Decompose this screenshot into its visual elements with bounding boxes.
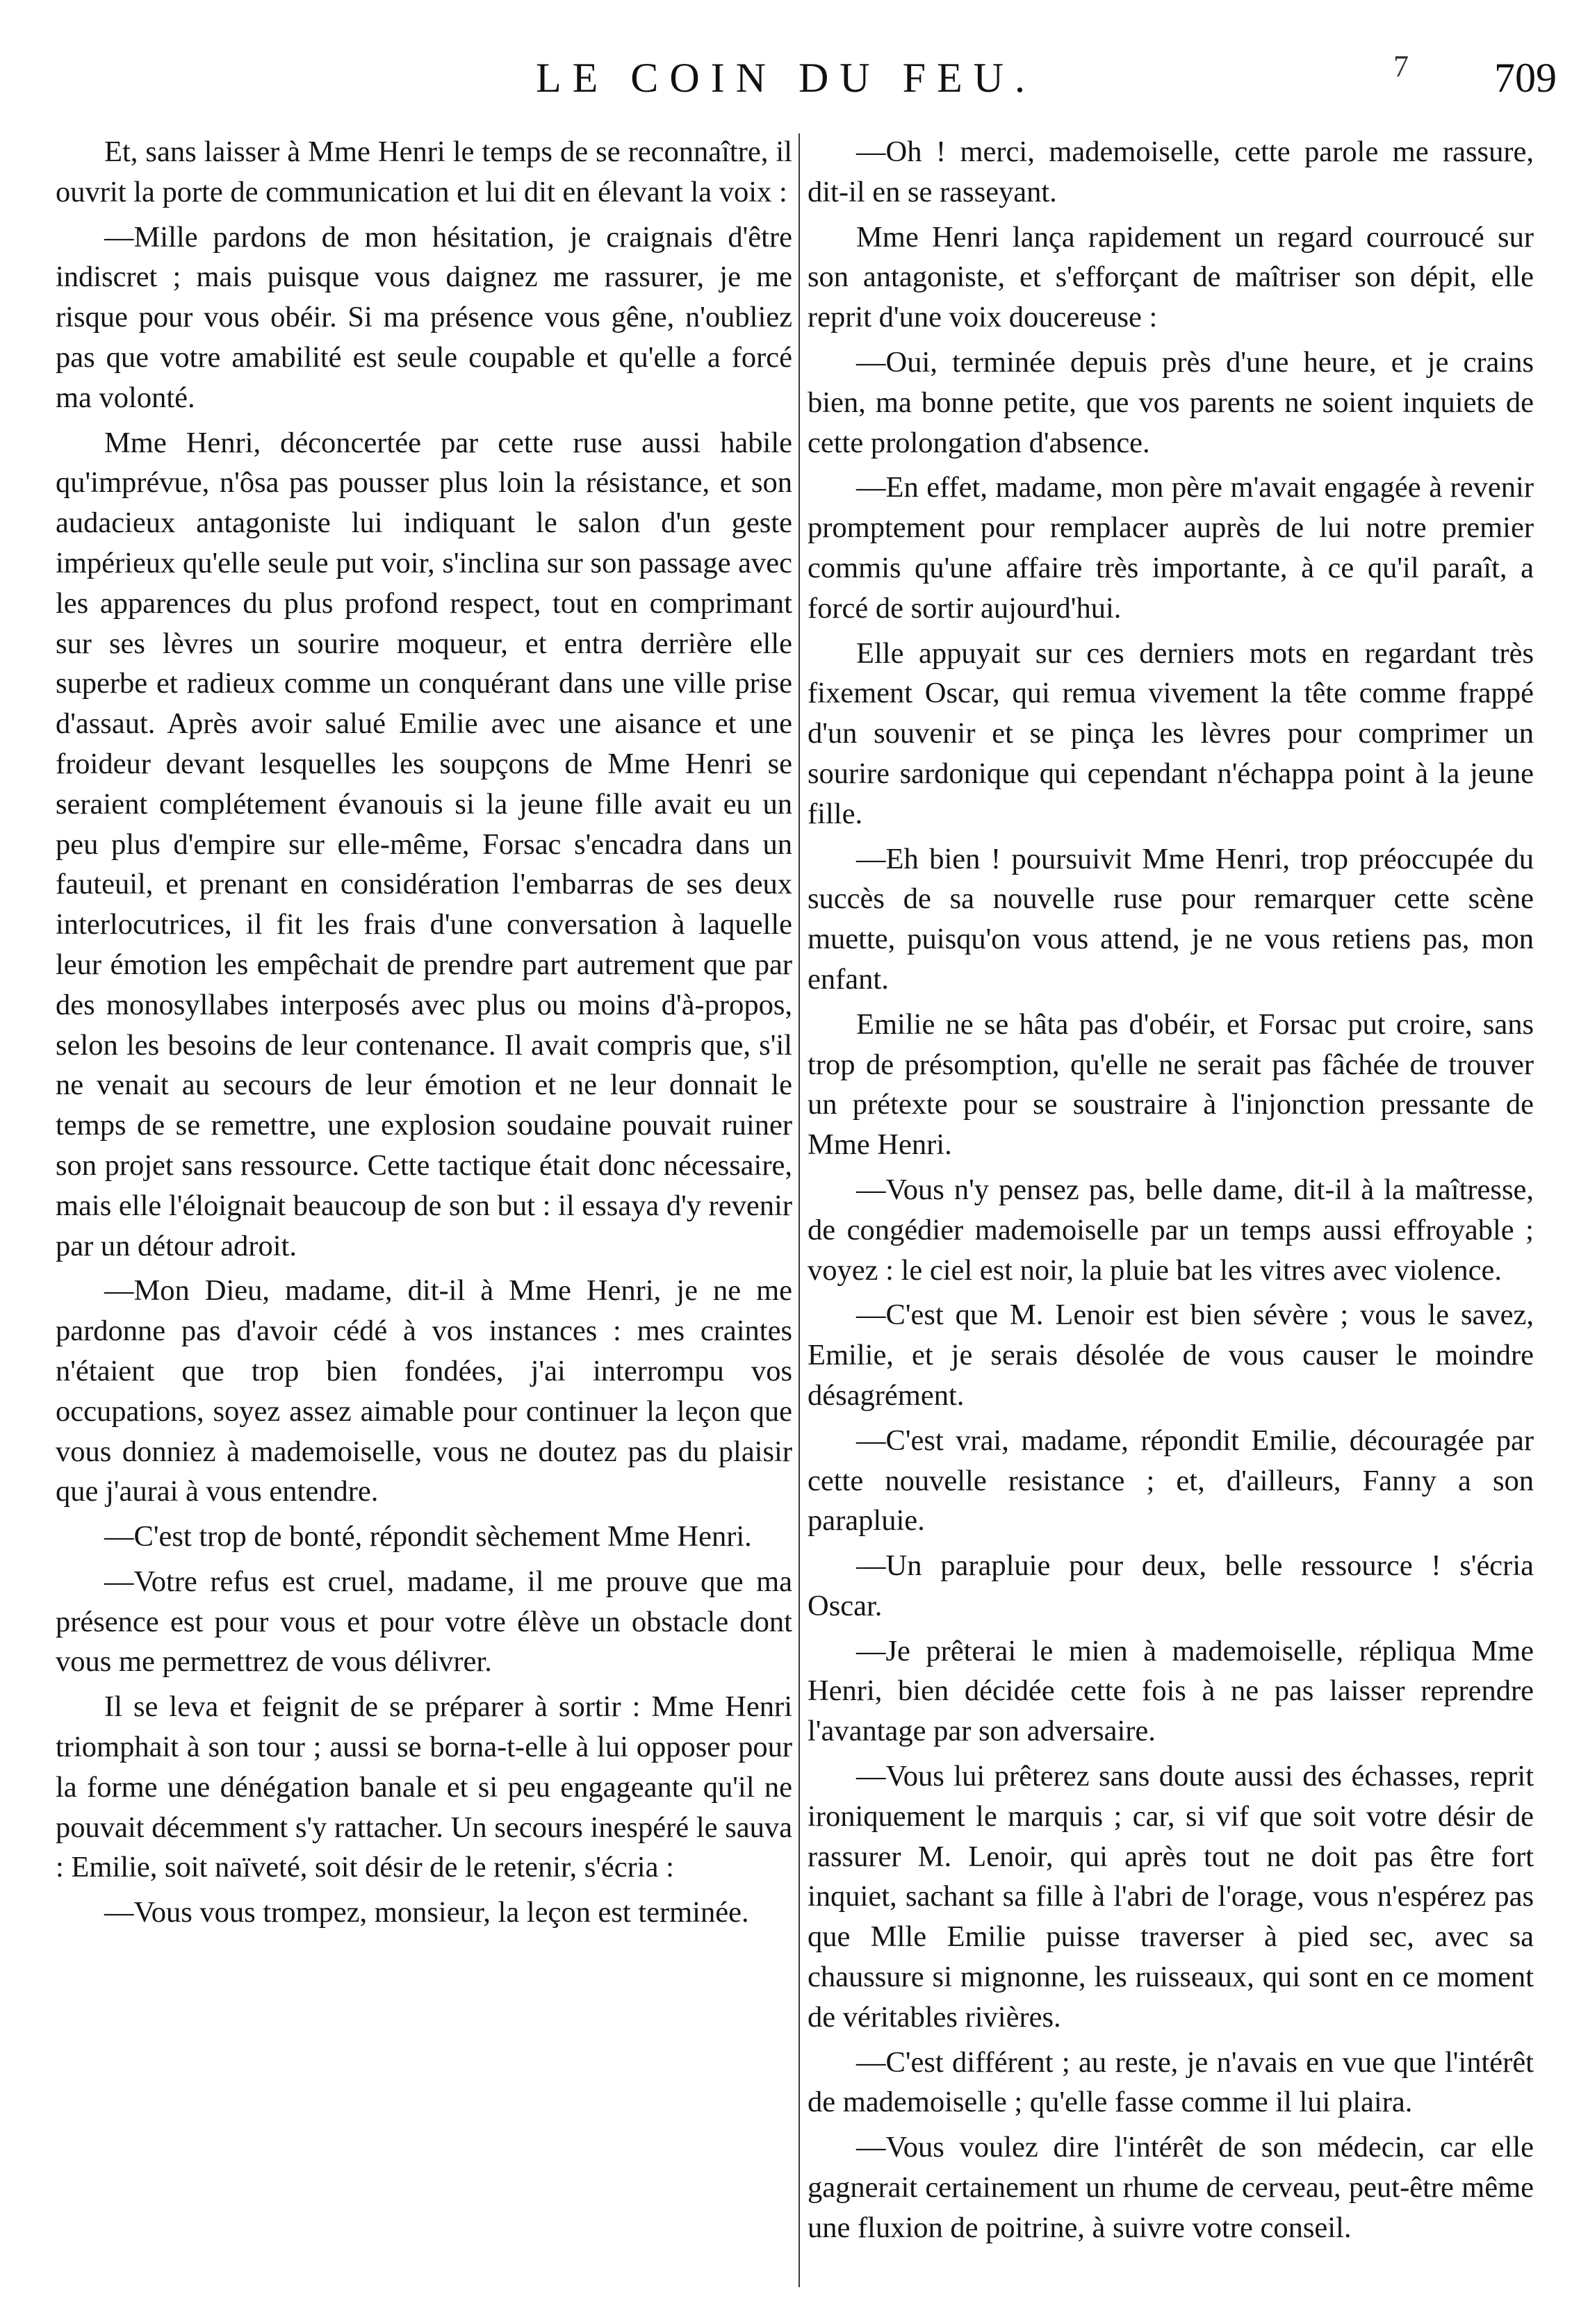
paragraph: —C'est que M. Lenoir est bien sévère ; vous le savez, Emilie, et je serais désolée de vous causer le moindre désagrément. [808, 1299, 1534, 1412]
paragraph: Il se leva et feignit de se préparer à sortir : Mme Henri triomphait à son tour ; aussi se borna-t-elle à lui opposer pour la forme une dénégation banale et si peu engageante qu'il ne pouvait décemment s'y rattacher. Un secours inespéré le sauva : Emilie, soit naïveté, soit désir de le retenir, s'écria : [56, 1690, 792, 1884]
paragraph: Elle appuyait sur ces derniers mots en regardant très fixement Oscar, qui remua vivement la tête comme frappé d'un souvenir et se pinça les lèvres pour comprimer un sourire sardonique qui cependant n'échappa point à la jeune fille. [808, 636, 1534, 830]
running-title: LE COIN DU FEU. [536, 55, 1036, 101]
paragraph: —Vous voulez dire l'intérêt de son médecin, car elle gagnerait certainement un rhume de cerveau, peut-être même une fluxion de poitrine, à suivre votre conseil. [808, 2131, 1534, 2244]
paragraph: —Oh ! merci, mademoiselle, cette parole me rassure, dit-il en se rasseyant. [808, 135, 1534, 208]
paragraph: —Vous lui prêterez sans doute aussi des échasses, reprit ironiquement le marquis ; car, si vif que soit votre désir de rassurer M. Lenoir, qui après tout ne doit pas être fort inquiet, sachant sa fille à l'abri de l'orage, vous n'espérez pas que Mlle Emilie puisse traverser à pied sec, avec sa chaussure si mignonne, les ruisseaux, qui sont en ce moment de véritables rivières. [808, 1760, 1534, 2034]
right-column [808, 132, 1534, 2293]
paragraph: —En effet, madame, mon père m'avait engagée à revenir promptement pour remplacer auprès de lui notre premier commis qu'une affaire très importante, à ce qu'il paraît, a forcé de sortir aujourd'hui. [808, 471, 1534, 625]
paragraph: —Je prêterai le mien à mademoiselle, répliqua Mme Henri, bien décidée cette fois à ne pas laisser reprendre l'avantage par son adversaire. [808, 1634, 1534, 1748]
running-head [0, 43, 1572, 120]
paragraph: —Vous n'y pensez pas, belle dame, dit-il à la maîtresse, de congédier mademoiselle par un temps aussi effroyable ; voyez : le ciel est noir, la pluie bat les vitres avec violence. [808, 1173, 1534, 1287]
paragraph: Mme Henri lança rapidement un regard courroucé sur son antagoniste, et s'efforçant de maîtriser son dépit, elle reprit d'une voix doucereuse : [808, 220, 1534, 334]
paragraph: —Eh bien ! poursuivit Mme Henri, trop préoccupée du succès de sa nouvelle ruse pour remarquer cette scène muette, puisqu'on vous attend, je ne vous retiens pas, mon enfant. [808, 842, 1534, 996]
paragraph: —Mille pardons de mon hésitation, je craignais d'être indiscret ; mais puisque vous daignez me rassurer, je me risque pour vous obéir. Si ma présence vous gêne, n'oubliez pas que votre amabilité est seule coupable et qu'elle a forcé ma volonté. [56, 220, 792, 414]
paragraph: Mme Henri, déconcertée par cette ruse aussi habile qu'imprévue, n'ôsa pas pousser plus loin la résistance, et son audacieux antagoniste lui indiquant le salon d'un geste impérieux qu'elle seule put voir, s'inclina sur son passage avec les apparences du plus profond respect, tout en comprimant sur ses lèvres un sourire moqueur, et entra derrière elle superbe et radieux comme un conquérant dans une ville prise d'assaut. Après avoir salué Emilie avec une aisance et une froideur devant lesquelles les soupçons de Mme Henri se seraient complétement évanouis si la jeune fille avait eu un peu plus d'empire sur elle-même, Forsac s'encadra dans un fauteuil, et prenant en considération l'embarras de ses deux interlocutrices, il fit les frais d'une conversation à laquelle leur émotion les empêchait de prendre part autrement que par des monosyllabes interposés avec plus ou moins d'à-propos, selon les besoins de leur contenance. Il avait compris que, s'il ne venait au secours de leur émotion et ne leur donnait le temps de se remettre, une explosion soudaine pouvait ruiner son projet sans ressource. Cette tactique était donc nécessaire, mais elle l'éloignait beaucoup de son but : il essaya d'y revenir par un détour adroit. [56, 426, 792, 1262]
paragraph: —C'est trop de bonté, répondit sèchement Mme Henri. [104, 1520, 752, 1554]
printer-mark: 7 [1393, 49, 1409, 83]
paragraph: —Mon Dieu, madame, dit-il à Mme Henri, je ne me pardonne pas d'avoir cédé à vos instances : mes craintes n'étaient que trop bien fondées, j'ai interrompu vos occupations, soyez assez aimable pour continuer la leçon que vous donniez à mademoiselle, vous ne doutez pas du plaisir que j'aurai à vous entendre. [56, 1274, 792, 1508]
paragraph: Et, sans laisser à Mme Henri le temps de se reconnaître, il ouvrit la porte de communication et lui dit en élevant la voix : [56, 135, 792, 208]
paragraph: —C'est vrai, madame, répondit Emilie, découragée par cette nouvelle resistance ; et, d'ailleurs, Fanny a son parapluie. [808, 1424, 1534, 1538]
left-column [56, 132, 792, 2293]
paragraph: —Vous vous trompez, monsieur, la leçon est terminée. [104, 1896, 749, 1929]
page-number: 709 [1494, 55, 1557, 101]
paragraph: —Un parapluie pour deux, belle ressource ! s'écria Oscar. [808, 1549, 1534, 1622]
column-divider [799, 133, 800, 2287]
paragraph: —Oui, terminée depuis près d'une heure, et je crains bien, ma bonne petite, que vos parents ne soient inquiets de cette prolongation d'absence. [808, 345, 1534, 459]
paragraph: Emilie ne se hâta pas d'obéir, et Forsac put croire, sans trop de présomption, qu'elle ne serait pas fâchée de trouver un prétexte pour se soustraire à l'injonction pressante de Mme Henri. [808, 1007, 1534, 1162]
paragraph: —C'est différent ; au reste, je n'avais en vue que l'intérêt de mademoiselle ; qu'elle fasse comme il lui plaira. [808, 2045, 1534, 2119]
paragraph: —Votre refus est cruel, madame, il me prouve que ma présence est pour vous et pour votre élève un obstacle dont vous me permettrez de vous délivrer. [56, 1565, 792, 1679]
